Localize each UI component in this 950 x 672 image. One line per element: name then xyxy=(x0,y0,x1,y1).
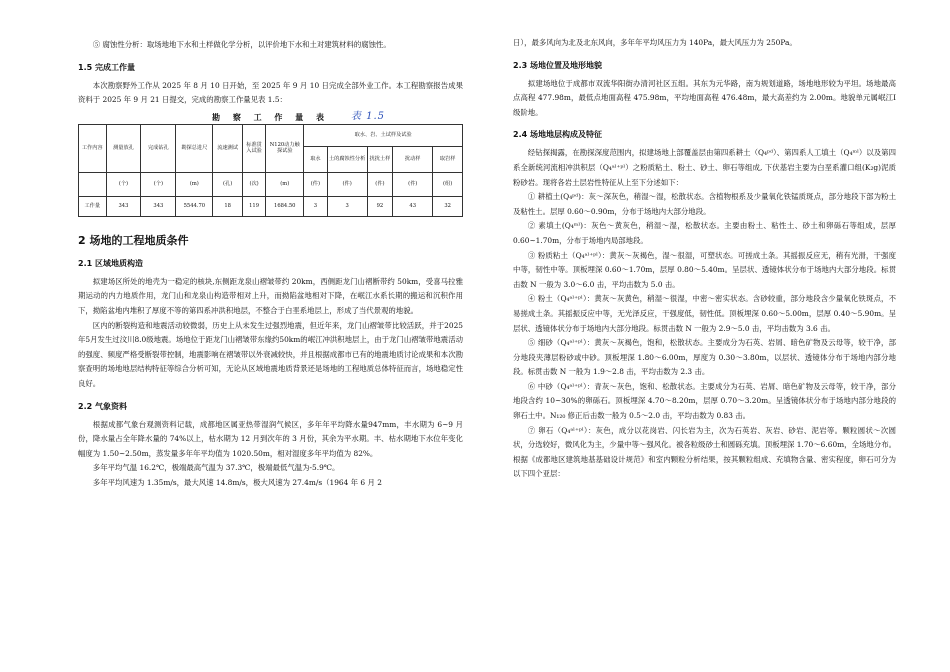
header-spt: 标准贯入试验 xyxy=(242,124,265,172)
header-rock: 扰动样 xyxy=(393,146,433,172)
survey-workload-table xyxy=(78,124,463,217)
unit-cell: (次) xyxy=(242,172,265,196)
row-label: 工作量 xyxy=(79,196,107,216)
unit-cell: (组) xyxy=(433,172,463,196)
value-cell: 343 xyxy=(141,196,176,216)
header-soil-corrosion: 土的腐蚀性分析 xyxy=(327,146,367,172)
section-heading-2-3: 2.3 场地位置及地形地貌 xyxy=(513,60,602,70)
unit-cell: (m) xyxy=(266,172,304,196)
header-content: 工作内容 xyxy=(79,124,107,172)
header-drill: 完成钻孔 xyxy=(141,124,176,172)
section-heading-2-4: 2.4 场地地层构成及特征 xyxy=(513,130,602,140)
chapter-heading-2: 2 场地的工程地质条件 xyxy=(78,233,189,247)
value-cell: 32 xyxy=(433,196,463,216)
value-cell: 3 xyxy=(304,196,327,216)
value-cell: 5544.70 xyxy=(176,196,213,216)
layer-7-paragraph: ⑦ 卵石（Q₄ᵃˡ⁺ᵖˡ）：灰色，成分以花岗岩、闪长岩为主，次为石英岩、灰岩、砂岩、泥岩等。颗粒圆状～次圆状，分选较好，微风化为主，少量中等～强风化。被各粒级砂土和圆砾充填。顶板埋深 1.70～6.60m，全场地分布。根据《成都地区建筑地基基础设计规范》和室内颗粒分析结果，按其颗粒组成、充填物含量、密实程度，卵石可分为以下四个亚层： xyxy=(513,425,896,479)
section-heading-1-5: 1.5 完成工作量 xyxy=(78,62,135,72)
climate-paragraph-3: 多年平均风速为 1.35m/s，最大风速 14.8m/s，极大风速为 27.4m/s（1964 年 6 月 2 xyxy=(92,477,382,487)
header-water: 取水 xyxy=(304,146,327,172)
unit-cell: (个) xyxy=(106,172,141,196)
section-heading-2-1: 2.1 区域地质构造 xyxy=(78,258,143,268)
table-caption xyxy=(78,110,463,124)
unit-cell: (件) xyxy=(367,172,392,196)
header-dcpt: N120动力触探试验 xyxy=(266,124,304,172)
header-disturbed: 扰扰土样 xyxy=(367,146,392,172)
header-rock-sample: 取岩样 xyxy=(433,146,463,172)
unit-cell: (件) xyxy=(327,172,367,196)
value-cell: 119 xyxy=(242,196,265,216)
wind-continued-paragraph: 日），最多风向为北及北东风向，多年年平均风压力为 140Pa，最大风压力为 250Pa。 xyxy=(513,38,797,47)
layer-1-paragraph: ① 耕植土(Q₄ᵖᵈ)：灰～深灰色，稍湿～湿，松散状态。含植物根系及少量氧化铁锰质斑点，部分地段下部为粉土及粘性土。层厚 0.60～0.90m，分布于场地内大部分地段。 xyxy=(513,192,896,216)
header-flow: 流速测试 xyxy=(213,124,243,172)
corrosion-paragraph: ⑤ 腐蚀性分析：取场地地下水和土样做化学分析，以评价地下水和土对建筑材料的腐蚀性。 xyxy=(92,40,391,49)
left-column xyxy=(78,0,463,491)
section-heading-2-2: 2.2 气象资料 xyxy=(78,401,127,411)
table-number: 表 1.5 xyxy=(350,110,385,122)
value-cell: 18 xyxy=(213,196,243,216)
header-footage: 勘探总进尺 xyxy=(176,124,213,172)
layer-5-paragraph: ⑤ 细砂（Q₄ᵃˡ⁺ᵖˡ）：黄灰～灰褐色，饱和，松散状态。主要成分为石英、岩屑、暗色矿物及云母等，较干净，部分地段夹薄层粉砂或中砂。顶板埋深 1.80～6.00m，厚度为 0.30～3.80m，以层状、透镜体分布于场地内部分地段。标贯击数 N 一般为 1.9～2.8 击，平均击数为 2.3 击。 xyxy=(513,338,896,377)
right-column xyxy=(513,0,896,482)
climate-paragraph-1: 根据成都气象台观测资料记载，成都地区属亚热带湿润气候区，多年年平均降水量947mm，丰水期为 6~9 月份，降水量占全年降水量的 74%以上，枯水期为 12 月到次年的 3 月份，其余为平水期。丰、枯水期地下水位年变化幅度为 1.50~2.50m，蒸发量多年年平均值为 1020.50m，相对湿度多年平均值为 82%。 xyxy=(78,419,463,458)
layer-6-paragraph: ⑥ 中砂（Q₄ᵃˡ⁺ᵖˡ）：青灰～灰色，饱和、松散状态。主要成分为石英、岩屑、暗色矿物及云母等，较干净，部分地段含约 10~30%的卵砾石。顶板埋深 4.70～8.20m，层厚 0.70～3.20m。呈透镜体状分布于场地内部分地段的卵石土中。N₁₂₀ 修正后击数一般为 0.5～2.0 击，平均击数为 0.83 击。 xyxy=(513,381,896,421)
value-cell: 343 xyxy=(106,196,141,216)
unit-cell: (孔) xyxy=(213,172,243,196)
unit-cell: (m) xyxy=(176,172,213,196)
header-sampling: 取水、岩、土试样及试验 xyxy=(304,124,463,146)
strata-intro-paragraph: 经钻探揭露，在勘探深度范围内，拟建场地上部覆盖层由第四系耕土（Q₄ᵖᵈ）、第四系人工填土（Q₄ᵐˡ）以及第四系全新统河流相冲洪积层（Q₄ᵃˡ⁺ᵖˡ）之粉质粘土、粉土、砂土、卵石等组成, 下伏基岩主要为白垩系灌口组(K₂g)泥质粉砂岩。现将各岩土层岩性特征从上至下分述如下： xyxy=(513,148,896,187)
unit-cell: (件) xyxy=(393,172,433,196)
layer-2-paragraph: ② 素填土(Q₄ᵐˡ)：灰色～黄灰色，稍湿～湿，松散状态。主要由粉土、粘性土、砂土和卵砾石等组成，层厚 0.60~1.70m，分布于场地内局部地段。 xyxy=(513,221,896,245)
unit-cell: (件) xyxy=(304,172,327,196)
value-cell: 92 xyxy=(367,196,392,216)
climate-paragraph-2: 多年平均气温 16.2℃，极端最高气温为 37.3℃，极端最低气温为-5.9℃。 xyxy=(92,463,340,473)
layer-3-paragraph: ③ 粉质粘土（Q₄ᵃˡ⁺ᵖˡ）：黄灰～灰褐色，湿～很湿，可塑状态。可搓成土条。其摇振反应无，稍有光滑，干强度中等，韧性中等。顶板埋深 0.60～1.70m，层厚 0.80～5.40m。呈层状、透镜体状分布于场地内大部分地段。标贯击数 N 一般为 3.0～6.0 击，平均击数为 5.0 击。 xyxy=(513,250,896,289)
table-title: 勘 察 工 作 量 表 xyxy=(212,111,329,122)
region-paragraph-2: 区内的断裂构造和地震活动较微弱，历史上从未发生过强烈地震，但近年来，龙门山褶皱带比较活跃，并于2025年5月发生过汶川8.0级地震。场地位于距龙门山褶皱带东缘约50km的岷江冲洪积地层上，由于龙门山褶皱带地震活动的强度、频度严格受断裂带控制，地震影响在褶皱带以外衰减较快，并且根据成都市已有的地震地质讨论成果和本次勘察查明的场地地层结构特征等综合分析可知，无论从区域地震地质背景还是场地的工程地质总体特征而言，场地稳定性良好。 xyxy=(78,320,463,388)
region-paragraph-1: 拟建场区所处的地壳为一稳定的核块,东侧距龙泉山褶皱带约 20km，西侧距龙门山褶断带约 50km，受喜马拉雅期运动的内力地质作用，龙门山和龙泉山构造带相对上升，而拗陷盆地相对下降，在岷江水系长期的搬运和沉积作用下，拗陷盆地内堆积了厚度不等的第四系冲洪积地层，不整合于白垩系地层上，形成了当代景观的地貌。 xyxy=(78,276,463,315)
workload-row xyxy=(79,196,463,216)
workload-paragraph: 本次勘察野外工作从 2025 年 8 月 10 日开始，至 2025 年 9 月 10 日完成全部外业工作。本工程勘察报告成果资料于 2025 年 9 月 21 日提交，完成的勘察工作量见表 1.5： xyxy=(78,80,463,105)
value-cell: 1684.50 xyxy=(266,196,304,216)
header-survey: 测量放孔 xyxy=(106,124,141,172)
value-cell: 43 xyxy=(393,196,433,216)
layer-4-paragraph: ④ 粉土（Q₄ᵃˡ⁺ᵖˡ）：黄灰～灰黄色，稍湿～很湿，中密～密实状态。含砂较重，部分地段含少量氧化铁斑点，不易搓成土条。其摇振反应中等，无光泽反应，干强度低，韧性低。顶板埋深 0.60～5.00m，层厚 0.40～5.90m。呈层状、透镜体状分布于场地内大部分地段。标贯击数 N 一般为 2.9～5.0 击，平均击数为 3.6 击。 xyxy=(513,294,896,333)
unit-cell: (个) xyxy=(141,172,176,196)
units-row xyxy=(79,172,463,196)
value-cell: 3 xyxy=(327,196,367,216)
location-paragraph: 拟建场地位于成都市双流华阳街办清河社区五组。其东为元华路，南为规划道路，场地地形较为平坦。场地最高点高程 477.98m，最低点地面高程 475.98m，平均地面高程 476.48m，最大高差约为 2.00m。地貌单元属岷江Ⅰ级阶地。 xyxy=(513,78,896,117)
